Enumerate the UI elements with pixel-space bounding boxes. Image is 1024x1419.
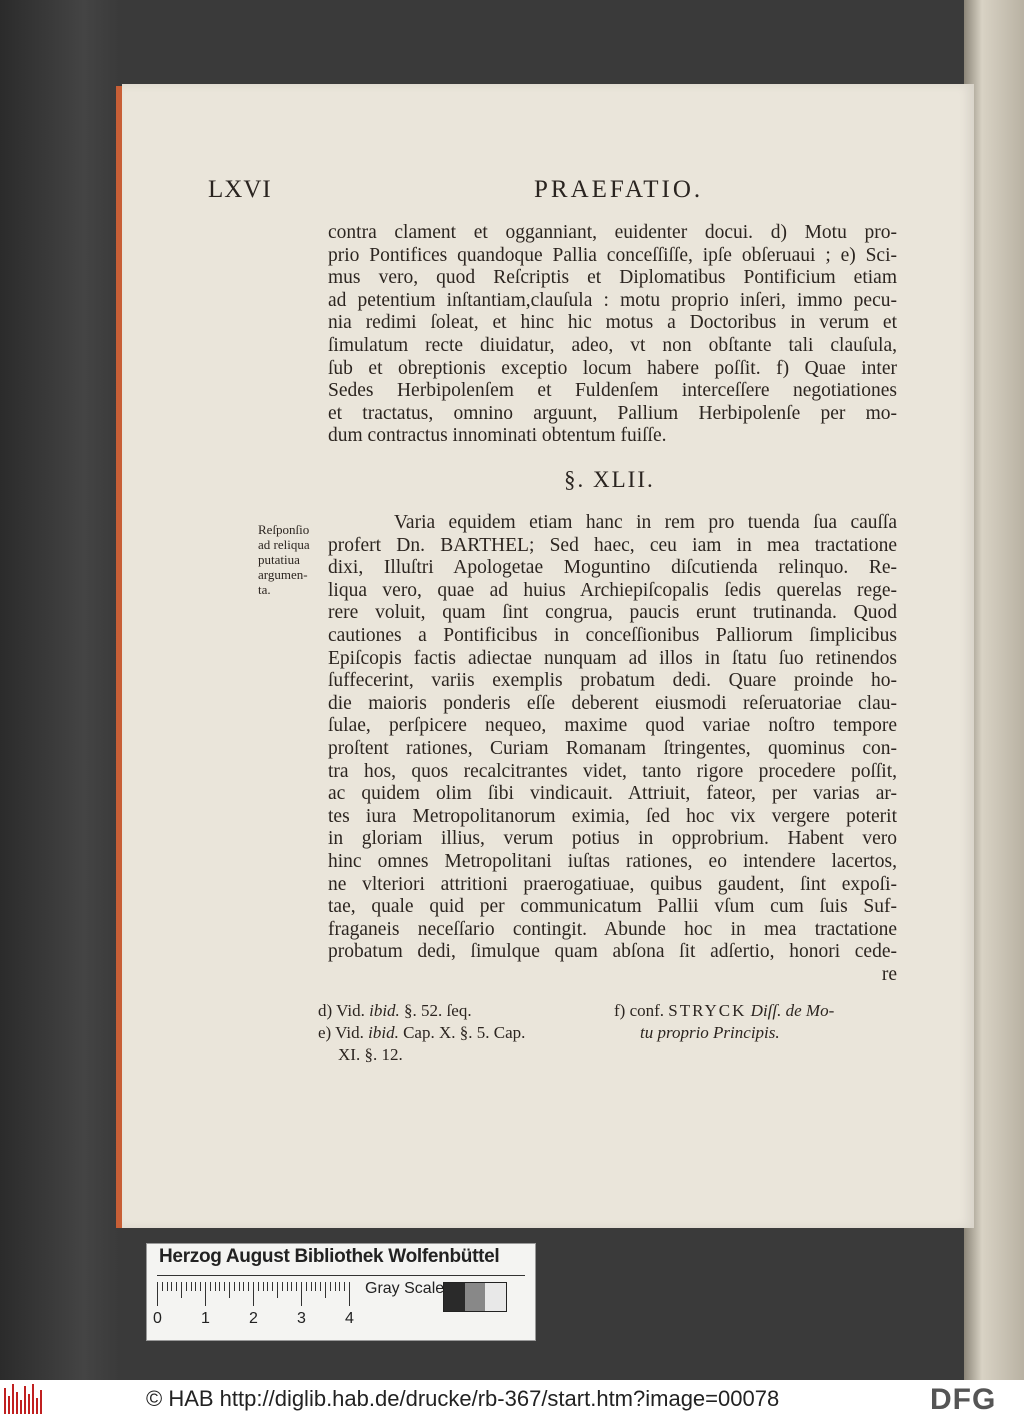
text-line: ad petentium inſtantiam,clauſula : motu proprio inſeri, immo pecu- <box>328 289 897 311</box>
paragraph-2 <box>328 512 897 986</box>
ruler-tick <box>335 1282 336 1291</box>
text-line: ne vlteriori attritioni praerogatiuae, quibus gaudent, ſint expoſi- <box>328 873 897 895</box>
text-line: rere voluit, quam ſint congrua, paucis erunt trutinanda. Quod <box>328 602 897 624</box>
ruler-tick <box>349 1282 350 1306</box>
text-line: profert Dn. BARTHEL; Sed haec, ceu iam in mea tractatione <box>328 534 897 556</box>
source-url[interactable]: © HAB http://diglib.hab.de/drucke/rb-367/start.htm?image=00078 <box>146 1386 780 1411</box>
ruler-tick <box>219 1282 220 1291</box>
text-line: contra clament et ogganniant, euidenter docui. d) Motu pro- <box>328 222 897 243</box>
ruler-number: 4 <box>345 1310 354 1327</box>
ruler-tick <box>157 1282 158 1306</box>
ruler-tick <box>210 1282 211 1291</box>
ruler-tick <box>234 1282 235 1291</box>
ruler-tick <box>191 1282 192 1291</box>
text-line: nia redimi ſoleat, et hinc hic motus a Doctoribus in verum et <box>328 312 897 334</box>
page-title: PRAEFATIO. <box>534 176 704 203</box>
ruler-tick <box>320 1282 321 1291</box>
margin-note-line: ad reliqua <box>258 537 310 552</box>
footnote-e-continued: XI. §. 12. <box>338 1045 403 1064</box>
dfg-logo: DFG <box>930 1383 997 1416</box>
ruler-tick <box>263 1282 264 1291</box>
margin-note <box>258 522 328 597</box>
ruler-tick <box>306 1282 307 1291</box>
paragraph-1 <box>328 222 897 448</box>
text-line: dixi, Illuſtri Apologetae Moguntino diſcutienda relinquo. Re- <box>328 557 897 579</box>
page-folio: LXVI <box>208 176 272 203</box>
text-line: proſtent rationes, Curiam Romanam ſtringentes, quominus con- <box>328 737 897 759</box>
ruler-tick <box>162 1282 163 1291</box>
ruler-tick <box>176 1282 177 1291</box>
ruler-tick <box>248 1282 249 1291</box>
ruler-tick <box>325 1282 326 1298</box>
ruler-tick <box>243 1282 244 1291</box>
text-line: ſulae, perſpicere nequeo, maxime quod variae noſtro tempore <box>328 715 897 737</box>
text-line: cautiones a Pontificibus in conceſſionibus Palliorum ſimplicibus <box>328 624 897 646</box>
ruler-tick <box>330 1282 331 1291</box>
ruler-tick <box>200 1282 201 1291</box>
ruler-tick <box>339 1282 340 1291</box>
gray-swatch-cell <box>485 1283 506 1311</box>
ruler-tick <box>344 1282 345 1291</box>
gray-swatch-cell <box>444 1283 465 1311</box>
footnotes <box>318 1000 898 1070</box>
text-line: in gloriam illius, verum potius in opprobrium. Habent vero <box>328 828 897 850</box>
scan-background-left <box>0 0 120 1380</box>
text-line: tra hos, quos recalcitrantes videt, tanto rigore procedere poſſit, <box>328 760 897 782</box>
text-line: probatum dedi, ſimulque quam abſona ſit adſertio, honori cede- <box>328 941 897 963</box>
text-line: hinc omnes Metropolitani iuſtas rationes, eo intendere lacertos, <box>328 850 897 872</box>
ruler-tick <box>167 1282 168 1291</box>
ruler-tick <box>205 1282 206 1306</box>
ruler-number: 3 <box>297 1310 306 1327</box>
text-line: Varia equidem etiam hanc in rem pro tuenda ſua cauſſa <box>394 512 897 533</box>
ruler-tick <box>229 1282 230 1298</box>
ruler-tick <box>315 1282 316 1291</box>
ruler-tick <box>239 1282 240 1291</box>
measurement-ruler <box>153 1282 357 1327</box>
text-line: ſimulatum recte diuidatur, adeo, vt non obſtante tali clauſula, <box>328 334 897 356</box>
text-line: dum contractus innominati obtentum fuiſſe. <box>328 425 667 447</box>
barcode-icon <box>4 1384 44 1414</box>
library-name: Herzog August Bibliothek Wolfenbüttel <box>159 1246 500 1267</box>
margin-note-line: Reſponſio <box>258 522 310 537</box>
ruler-tick <box>277 1282 278 1298</box>
ruler-tick <box>215 1282 216 1291</box>
ruler-tick <box>311 1282 312 1291</box>
ruler-tick <box>195 1282 196 1291</box>
gray-scale-label: Gray Scale <box>365 1280 445 1297</box>
library-scale-card <box>146 1243 536 1341</box>
ruler-tick <box>186 1282 187 1291</box>
text-line: die maioris ponderis eſſe deberent eiusmodi reſeruatoriae clau- <box>328 692 897 714</box>
footnote-f: f) conf. STRYCK Diſſ. de Mo- <box>614 1001 835 1020</box>
text-line: tae, quale quid per communicatum Pallii vſum cum ſuis Suf- <box>328 896 897 918</box>
ruler-tick <box>253 1282 254 1306</box>
ruler-tick <box>267 1282 268 1291</box>
text-line: liqua vero, quae ad huius Archiepiſcopalis ſedis querelas rege- <box>328 579 897 601</box>
margin-note-line: ta. <box>258 582 271 597</box>
text-line: re <box>881 963 897 985</box>
margin-note-line: putatiua <box>258 552 300 567</box>
footnote-d: d) Vid. ibid. §. 52. ſeq. <box>318 1001 472 1020</box>
text-line: Epiſcopis factis adiectae nunquam ad illos in ſtatu ſuo retinendos <box>328 647 897 669</box>
ruler-tick <box>272 1282 273 1291</box>
text-line: tes iura Metropolitanorum eximia, ſed hoc vix vergere poterit <box>328 805 897 827</box>
ruler-number: 2 <box>249 1310 258 1327</box>
footnote-f-continued: tu proprio Principis. <box>640 1023 780 1042</box>
ruler-tick <box>171 1282 172 1291</box>
text-line: ſuffecerint, variis exemplis probatum dedi. Quare proinde ho- <box>328 670 897 692</box>
ruler-tick <box>258 1282 259 1291</box>
ruler-tick <box>224 1282 225 1291</box>
ruler-tick <box>291 1282 292 1291</box>
text-line: Sedes Herbipolenſem et Fuldenſem interceſſere negotiationes <box>328 380 897 402</box>
text-line: et tractatus, omnino arguunt, Pallium Herbipolenſe per mo- <box>328 402 897 424</box>
ruler-tick <box>301 1282 302 1306</box>
text-line: fraganeis neceſſario contingit. Abunde hoc in mea tractatione <box>328 918 897 940</box>
footnote-e: e) Vid. ibid. Cap. X. §. 5. Cap. <box>318 1023 526 1042</box>
gray-scale-swatch <box>443 1282 507 1312</box>
ruler-tick <box>287 1282 288 1291</box>
ruler-number: 1 <box>201 1310 210 1327</box>
ruler-number: 0 <box>153 1310 162 1327</box>
text-line: prio Pontifices quandoque Pallia conceſſiſſe, ipſe obſeruaui ; e) Sci- <box>328 244 897 266</box>
card-divider <box>157 1275 525 1276</box>
text-line: mus vero, quod Reſcriptis et Diplomatibus Pontificium etiam <box>328 267 897 289</box>
ruler-tick <box>181 1282 182 1298</box>
ruler-tick <box>296 1282 297 1291</box>
ruler-tick <box>282 1282 283 1291</box>
section-heading: §. XLII. <box>564 467 655 492</box>
gray-swatch-cell <box>465 1283 486 1311</box>
margin-note-line: argumen- <box>258 567 308 582</box>
running-head <box>208 176 704 212</box>
text-line: ac quidem olim ſibi vindicauit. Attriuit, fateor, per varias ar- <box>328 783 897 805</box>
text-line: ſub et obreptionis exceptio locum habere poſſit. f) Quae inter <box>328 357 897 379</box>
